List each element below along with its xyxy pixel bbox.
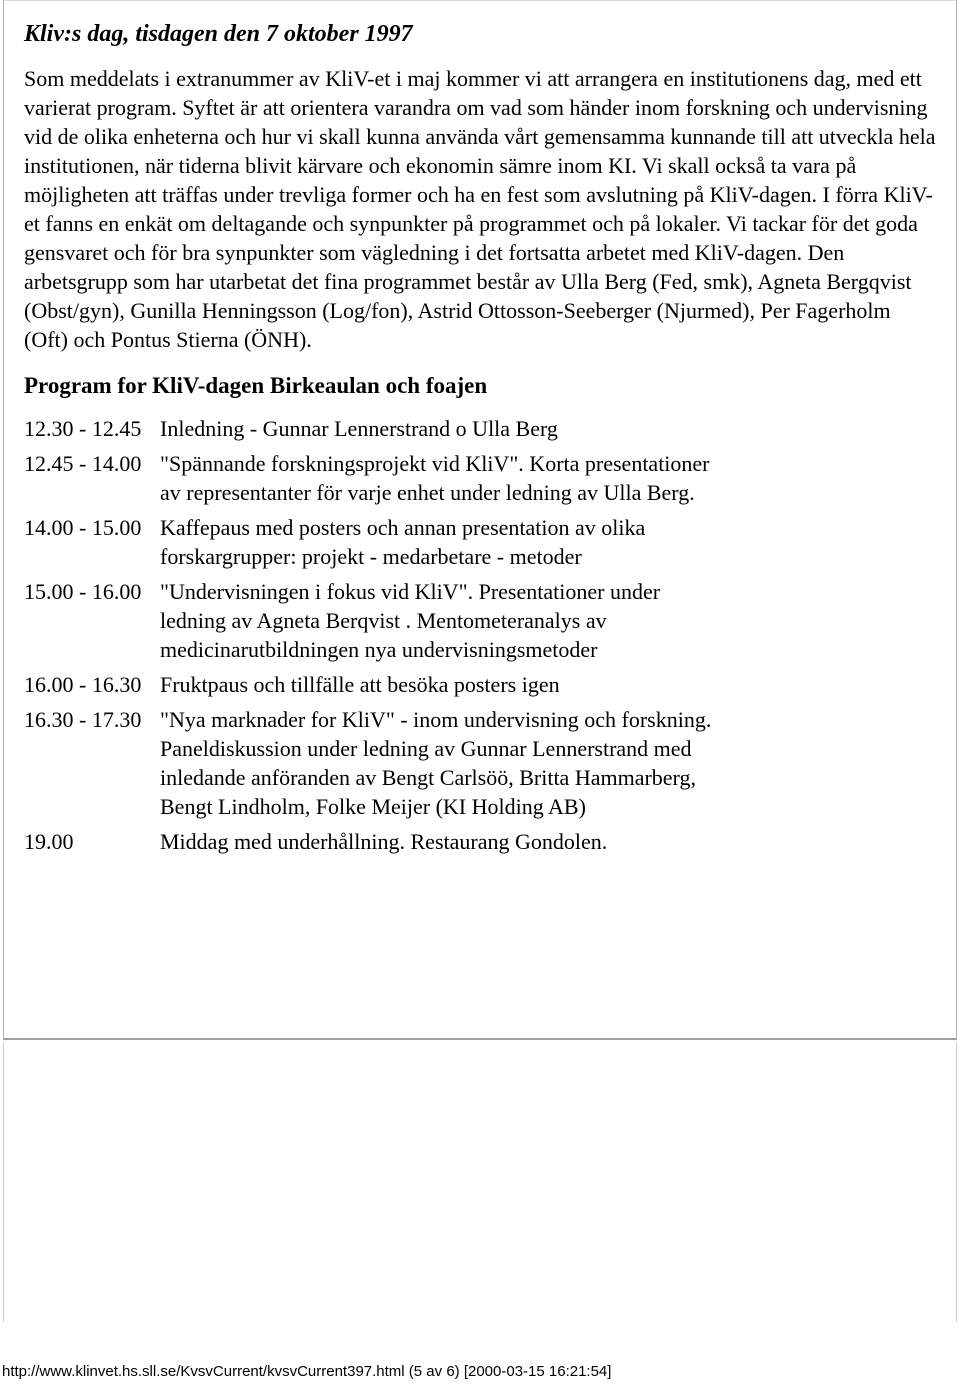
schedule-time: 19.00: [24, 829, 74, 854]
schedule-row: [24, 513, 720, 577]
program-title: Program for KliV-dagen Birkeaulan och foajen: [24, 373, 488, 398]
schedule-description: Middag med underhållning. Restaurang Gondolen.: [160, 829, 608, 854]
schedule-description: "Nya marknader for KliV" - inom undervisning och forskning. Paneldiskussion under ledning av Gunnar Lennerstrand med inledande anföranden av Bengt Carlsöö, Britta Hammarberg, Bengt Lindholm, Folke Meijer (KI Holding AB): [160, 707, 712, 819]
print-footer-url: http://www.klinvet.hs.sll.se/KvsvCurrent/kvsvCurrent397.html (5 av 6) [2000-03-15 16:21:54]: [2, 1363, 612, 1380]
schedule-time: 12.45 - 14.00: [24, 451, 142, 476]
schedule-row: [24, 705, 720, 827]
schedule-description: "Spännande forskningsprojekt vid KliV". Korta presentationer av representanter för varje enhet under ledning av Ulla Berg.: [160, 451, 710, 505]
schedule-time: 12.30 - 12.45: [24, 416, 142, 441]
page-title: Kliv:s dag, tisdagen den 7 oktober 1997: [24, 21, 413, 47]
schedule-time: 16.00 - 16.30: [24, 672, 142, 697]
document-content: [24, 16, 936, 862]
schedule-description: Kaffepaus med posters och annan presentation av olika forskargrupper: projekt - medarbetare - metoder: [160, 515, 646, 569]
page-frame-lower: [3, 1042, 957, 1322]
intro-paragraph: Som meddelats i extranummer av KliV-et i maj kommer vi att arrangera en institutionens dag, med ett varierat program. Syftet är att orientera varandra om vad som händer inom forskning och undervisning vid de olika enheterna och hur vi skall kunna använda vårt gemensamma kunnande till att utveckla hela institutionen, när tiderna blivit kärvare och ekonomin sämre inom KI. Vi skall också ta vara på möjligheten att träffas under trevliga former och ha en fest som avslutning på KliV-dagen. I förra KliV-et fanns en enkät om deltagande och synpunkter på programmet och på lokaler. Vi tackar för det goda gensvaret och för bra synpunkter som vägledning i det fortsatta arbetet med KliV-dagen. Den arbetsgrupp som har utarbetat det fina programmet består av Ulla Berg (Fed, smk), Agneta Bergqvist (Obst/gyn), Gunilla Henningsson (Log/fon), Astrid Ottosson-Seeberger (Njurmed), Per Fagerholm (Oft) och Pontus Stierna (ÖNH).: [24, 66, 936, 352]
schedule-row: [24, 670, 720, 705]
schedule-row: [24, 449, 720, 513]
schedule-description: Fruktpaus och tillfälle att besöka posters igen: [160, 672, 560, 697]
schedule-row: [24, 577, 720, 670]
schedule-row: [24, 414, 720, 449]
schedule-time: 16.30 - 17.30: [24, 707, 142, 732]
schedule-row: [24, 827, 720, 862]
schedule-time: 15.00 - 16.00: [24, 579, 142, 604]
schedule-description: "Undervisningen i fokus vid KliV". Presentationer under ledning av Agneta Berqvist . Mentometeranalys av medicinarutbildningen nya undervisningsmetoder: [160, 579, 661, 662]
schedule-description: Inledning - Gunnar Lennerstrand o Ulla Berg: [160, 416, 558, 441]
schedule-time: 14.00 - 15.00: [24, 515, 142, 540]
schedule-table: [24, 414, 720, 862]
